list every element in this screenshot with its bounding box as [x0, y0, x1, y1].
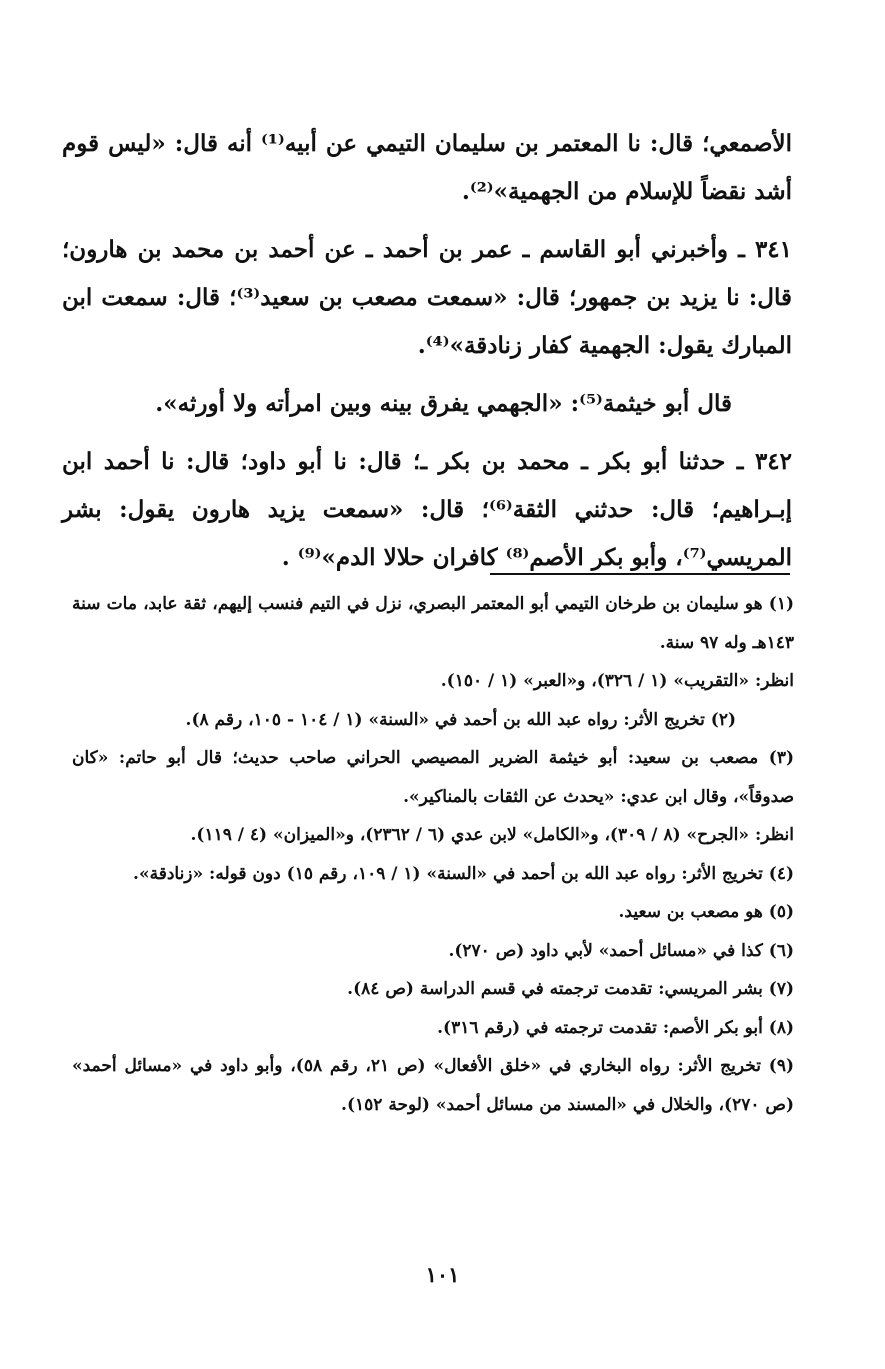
- footnote-1: (١) هو سليمان بن طرخان التيمي أبو المعتمر البصري، نزل في التيم فنسب إليهم، ثقة عابد، مات سنة ١٤٣هـ وله ٩٧ سنة.: [72, 594, 794, 653]
- footnotes: [72, 585, 794, 1124]
- paragraph-gap: [62, 370, 792, 380]
- paragraph-asmai: الأصمعي؛ قال: نا المعتمر بن سليمان التيمي عن أبيه⁽¹⁾ أنه قال: «ليس قوم أشد نقضاً للإسلام من الجهمية»⁽²⁾.: [62, 130, 793, 205]
- paragraph-gap: [62, 216, 792, 226]
- page-number: ١٠١: [425, 1262, 460, 1287]
- footnote-9: (٩) تخريج الأثر: رواه البخاري في «خلق الأفعال» (ص ٢١، رقم ٥٨)، وأبو داود في «مسائل أحمد» (ص ٢٧٠)، والخلال في «المسند من مسائل أحمد» (لوحة ١٥٢).: [72, 1056, 795, 1115]
- footnote-7: (٧) بشر المريسي: تقدمت ترجمته في قسم الدراسة (ص ٨٤).: [347, 979, 794, 999]
- footnote-3-reference: انظر: «الجرح» (٨ / ٣٠٩)، و«الكامل» لابن عدي (٦ / ٢٣٦٢)، و«الميزان» (٤ / ١١٩).: [190, 825, 794, 845]
- paragraph-341: ٣٤١ ـ وأخبرني أبو القاسم ـ عمر بن أحمد ـ عن أحمد بن محمد بن هارون؛ قال: نا يزيد بن جمهور؛ قال: «سمعت مصعب بن سعيد⁽³⁾؛ قال: سمعت ابن المبارك يقول: الجهمية كفار زنادقة»⁽⁴⁾.: [62, 236, 792, 359]
- footnote-2: (٢) تخريج الأثر: رواه عبد الله بن أحمد في «السنة» (١ / ١٠٤ - ١٠٥، رقم ٨).: [185, 709, 736, 730]
- footnote-4: (٤) تخريج الأثر: رواه عبد الله بن أحمد في «السنة» (١ / ١٠٩، رقم ١٥) دون قوله: «زنادقة».: [133, 863, 794, 884]
- footnote-separator: [490, 573, 790, 575]
- paragraph-abu-khaythama: قال أبو خيثمة⁽⁵⁾: «الجهمي يفرق بينه وبين امرأته ولا أورثه».: [155, 390, 732, 417]
- footnote-3: (٣) مصعب بن سعيد: أبو خيثمة الضرير المصيصي الحراني صاحب حديث؛ قال أبو حاتم: «كان صدوقاً»، وقال ابن عدي: «يحدث عن الثقات بالمناكير».: [72, 748, 794, 807]
- footnote-8: (٨) أبو بكر الأصم: تقدمت ترجمته في (رقم ٣١٦).: [437, 1017, 794, 1038]
- footnote-5: (٥) هو مصعب بن سعيد.: [618, 902, 794, 922]
- footnote-1-reference: انظر: «التقريب» (١ / ٣٢٦)، و«العبر» (١ / ١٥٠).: [440, 671, 794, 691]
- footnote-6: (٦) كذا في «مسائل أحمد» لأبي داود (ص ٢٧٠).: [448, 940, 794, 961]
- main-text: [62, 120, 792, 582]
- paragraph-342: ٣٤٢ ـ حدثنا أبو بكر ـ محمد بن بكر ـ؛ قال: نا أبو داود؛ قال: نا أحمد ابن إبـراهيم؛ قال: حدثني الثقة⁽⁶⁾؛ قال: «سمعت يزيد هارون يقول: بشر المريسي⁽⁷⁾، وأبو بكر الأصم⁽⁸⁾ كافران حلالا الدم»⁽⁹⁾ .: [62, 448, 792, 571]
- paragraph-gap: [62, 428, 792, 438]
